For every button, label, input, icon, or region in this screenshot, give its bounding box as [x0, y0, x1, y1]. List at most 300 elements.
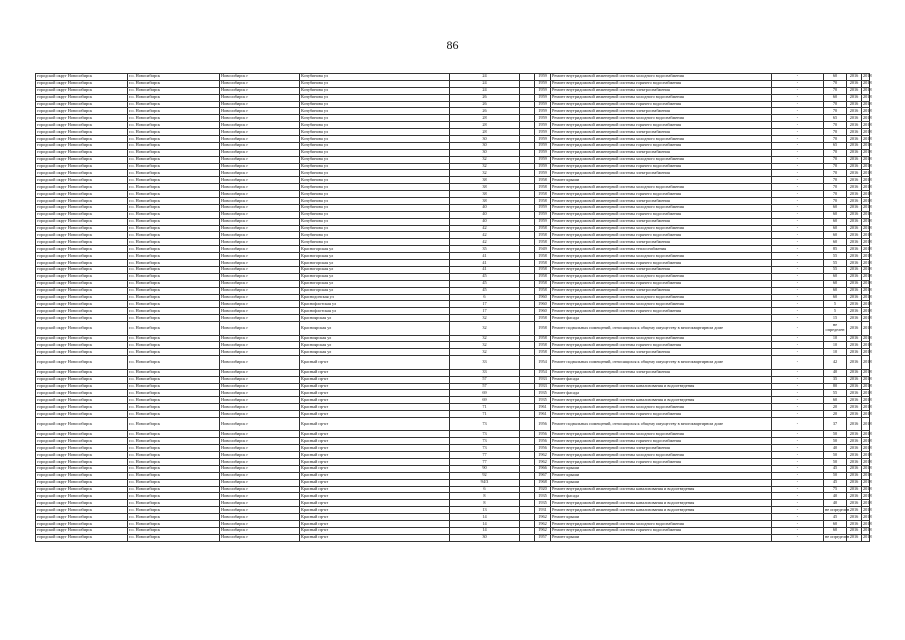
- district-cell: городской округ Новосибирск: [36, 411, 128, 418]
- house-cell: 32: [450, 315, 520, 322]
- street-cell: Кочубинова ул: [300, 225, 450, 232]
- extra-cell: -: [772, 260, 824, 267]
- municipality-cell: г.о. Новосибирск: [128, 438, 220, 445]
- table-row: [36, 507, 870, 514]
- extra-cell: -: [772, 315, 824, 322]
- street-cell: Красный пр-кт: [300, 383, 450, 390]
- street-cell: Красногорская ул: [300, 266, 450, 273]
- municipality-cell: г.о. Новосибирск: [128, 534, 220, 541]
- amount-cell: 50: [824, 438, 847, 445]
- amount-cell: 60: [824, 280, 847, 287]
- building-cell: [520, 356, 535, 370]
- start-year-cell: 2016: [847, 493, 862, 500]
- house-cell: 69: [450, 397, 520, 404]
- street-cell: Красный пр-кт: [300, 438, 450, 445]
- building-cell: [520, 411, 535, 418]
- year-cell: 1959: [535, 142, 551, 149]
- city-cell: Новосибирск г: [220, 129, 300, 136]
- extra-cell: -: [772, 404, 824, 411]
- city-cell: Новосибирск г: [220, 411, 300, 418]
- city-cell: Новосибирск г: [220, 198, 300, 205]
- start-year-cell: 2016: [847, 479, 862, 486]
- municipality-cell: г.о. Новосибирск: [128, 404, 220, 411]
- table-row: [36, 356, 870, 370]
- municipality-cell: г.о. Новосибирск: [128, 315, 220, 322]
- municipality-cell: г.о. Новосибирск: [128, 136, 220, 143]
- work-type-cell: Ремонт внутридомовой инженерной системы холодного водоснабжения: [551, 225, 772, 232]
- year-cell: 1962: [535, 521, 551, 528]
- extra-cell: -: [772, 163, 824, 170]
- table-row: [36, 472, 870, 479]
- start-year-cell: 2016: [847, 246, 862, 253]
- start-year-cell: 2016: [847, 211, 862, 218]
- district-cell: городской округ Новосибирск: [36, 101, 128, 108]
- district-cell: городской округ Новосибирск: [36, 404, 128, 411]
- house-cell: 8: [450, 493, 520, 500]
- start-year-cell: 2016: [847, 411, 862, 418]
- end-year-cell: 2018: [863, 287, 872, 293]
- house-cell: 32: [450, 342, 520, 349]
- amount-cell: не определен: [825, 506, 850, 512]
- city-cell: Новосибирск г: [220, 273, 300, 280]
- amount-cell: 55: [824, 390, 847, 397]
- work-type-cell: Ремонт крыши: [551, 177, 772, 184]
- year-cell: 1956: [535, 431, 551, 438]
- building-cell: [520, 239, 535, 246]
- start-year-cell: 2016: [847, 431, 862, 438]
- extra-cell: -: [772, 376, 824, 383]
- district-cell: городской округ Новосибирск: [36, 459, 128, 466]
- district-cell: городской округ Новосибирск: [36, 163, 128, 170]
- start-year-cell: 2016: [847, 80, 862, 87]
- street-cell: Кочубинова ул: [300, 191, 450, 198]
- house-cell: 40: [450, 204, 520, 211]
- city-cell: Новосибирск г: [220, 521, 300, 528]
- end-year-cell: 2018: [863, 266, 872, 272]
- house-cell: 92: [450, 472, 520, 479]
- table-row: [36, 80, 870, 87]
- amount-cell: 60: [824, 527, 847, 534]
- work-type-cell: Ремонт внутридомовой инженерной системы горячего водоснабжения: [551, 232, 772, 239]
- extra-cell: -: [772, 322, 824, 336]
- start-year-cell: 2016: [847, 253, 862, 260]
- house-cell: 30: [450, 142, 520, 149]
- year-cell: 1935: [535, 493, 551, 500]
- work-type-cell: Ремонт подвальных помещений, относящихся к общему имуществу в многоквартирном доме: [551, 356, 772, 370]
- extra-cell: -: [772, 431, 824, 438]
- table-row: [36, 417, 870, 431]
- extra-cell: -: [772, 521, 824, 528]
- work-type-cell: Ремонт внутридомовой инженерной системы канализования и водоотведения: [551, 507, 772, 514]
- year-cell: 1962: [535, 514, 551, 521]
- municipality-cell: г.о. Новосибирск: [128, 246, 220, 253]
- building-cell: [520, 514, 535, 521]
- amount-cell: 70: [824, 184, 847, 191]
- end-year-cell: 2018: [862, 322, 870, 336]
- municipality-cell: г.о. Новосибирск: [128, 383, 220, 390]
- building-cell: [520, 122, 535, 129]
- building-cell: [520, 94, 535, 101]
- municipality-cell: г.о. Новосибирск: [128, 459, 220, 466]
- end-year-cell: 2018: [863, 190, 872, 196]
- amount-cell: 70: [824, 87, 847, 94]
- table-row: [36, 115, 870, 122]
- city-cell: Новосибирск г: [220, 204, 300, 211]
- amount-cell: 40: [824, 493, 847, 500]
- year-cell: 1958: [535, 280, 551, 287]
- district-cell: городской округ Новосибирск: [36, 273, 128, 280]
- municipality-cell: г.о. Новосибирск: [128, 445, 220, 452]
- amount-cell: 20: [824, 404, 847, 411]
- house-cell: 26: [450, 94, 520, 101]
- table-row: [36, 170, 870, 177]
- year-cell: 1958: [535, 349, 551, 356]
- year-cell: 1933: [535, 383, 551, 390]
- table-row: [36, 322, 870, 336]
- house-cell: 41: [450, 253, 520, 260]
- amount-cell: 40: [824, 369, 847, 376]
- building-cell: [520, 101, 535, 108]
- district-cell: городской округ Новосибирск: [36, 397, 128, 404]
- start-year-cell: 2016: [847, 472, 862, 479]
- year-cell: 1954: [535, 356, 551, 370]
- house-cell: 32: [450, 349, 520, 356]
- building-cell: [520, 177, 535, 184]
- district-cell: городской округ Новосибирск: [36, 486, 128, 493]
- start-year-cell: 2016: [847, 129, 862, 136]
- start-year-cell: 2016: [847, 335, 862, 342]
- city-cell: Новосибирск г: [220, 239, 300, 246]
- municipality-cell: г.о. Новосибирск: [128, 108, 220, 115]
- year-cell: 1960: [535, 294, 551, 301]
- amount-cell: 60: [824, 211, 847, 218]
- start-year-cell: 2016: [847, 94, 862, 101]
- amount-cell: 70: [824, 170, 847, 177]
- start-year-cell: 2016: [847, 417, 862, 431]
- house-cell: 45: [450, 287, 520, 294]
- year-cell: 1935: [535, 390, 551, 397]
- city-cell: Новосибирск г: [220, 342, 300, 349]
- start-year-cell: 2016: [847, 390, 862, 397]
- building-cell: [520, 273, 535, 280]
- city-cell: Новосибирск г: [220, 294, 300, 301]
- street-cell: Красный пр-кт: [300, 521, 450, 528]
- year-cell: 1961: [535, 411, 551, 418]
- municipality-cell: г.о. Новосибирск: [128, 486, 220, 493]
- end-year-cell: 2018: [863, 231, 872, 237]
- street-cell: Кочубинова ул: [300, 163, 450, 170]
- city-cell: Новосибирск г: [220, 397, 300, 404]
- building-cell: [520, 315, 535, 322]
- house-cell: 71: [450, 404, 520, 411]
- extra-cell: -: [772, 101, 824, 108]
- amount-cell: 50: [824, 452, 847, 459]
- building-cell: [520, 191, 535, 198]
- municipality-cell: г.о. Новосибирск: [128, 115, 220, 122]
- municipality-cell: г.о. Новосибирск: [128, 204, 220, 211]
- house-cell: 13: [450, 507, 520, 514]
- amount-cell: 70: [824, 108, 847, 115]
- work-type-cell: Ремонт внутридомовой инженерной системы холодного водоснабжения: [551, 521, 772, 528]
- street-cell: Кочубинова ул: [300, 142, 450, 149]
- street-cell: Кочубинова ул: [300, 108, 450, 115]
- start-year-cell: 2016: [847, 191, 862, 198]
- street-cell: Красноярская ул: [300, 349, 450, 356]
- extra-cell: -: [772, 156, 824, 163]
- house-cell: 30: [450, 534, 520, 541]
- work-type-cell: Ремонт крыши: [551, 479, 772, 486]
- start-year-cell: 2016: [847, 356, 862, 370]
- amount-cell: 60: [824, 294, 847, 301]
- street-cell: Красный пр-кт: [300, 356, 450, 370]
- house-cell: 32: [450, 322, 520, 336]
- work-type-cell: Ремонт внутридомовой инженерной системы горячего водоснабжения: [551, 260, 772, 267]
- street-cell: Красный пр-кт: [300, 472, 450, 479]
- municipality-cell: г.о. Новосибирск: [128, 184, 220, 191]
- house-cell: 42: [450, 232, 520, 239]
- start-year-cell: 2016: [847, 465, 862, 472]
- table-row: [36, 534, 870, 541]
- building-cell: [520, 136, 535, 143]
- municipality-cell: г.о. Новосибирск: [128, 417, 220, 431]
- end-year-cell: 2018: [863, 465, 872, 471]
- city-cell: Новосибирск г: [220, 369, 300, 376]
- building-cell: [520, 198, 535, 205]
- municipality-cell: г.о. Новосибирск: [128, 349, 220, 356]
- table-row: [36, 376, 870, 383]
- work-type-cell: Ремонт внутридомовой инженерной системы горячего водоснабжения: [551, 342, 772, 349]
- start-year-cell: 2016: [847, 294, 862, 301]
- district-cell: городской округ Новосибирск: [36, 287, 128, 294]
- extra-cell: -: [772, 369, 824, 376]
- year-cell: 1959: [535, 94, 551, 101]
- table-row: [36, 232, 870, 239]
- extra-cell: -: [772, 445, 824, 452]
- house-cell: 8: [450, 500, 520, 507]
- street-cell: Красный пр-кт: [300, 465, 450, 472]
- building-cell: [520, 438, 535, 445]
- table-row: [36, 465, 870, 472]
- amount-cell: 5: [824, 308, 847, 315]
- district-cell: городской округ Новосибирск: [36, 445, 128, 452]
- table-row: [36, 342, 870, 349]
- end-year-cell: 2018: [863, 430, 872, 436]
- building-cell: [520, 349, 535, 356]
- end-year-cell: 2018: [863, 273, 872, 279]
- building-cell: [520, 507, 535, 514]
- end-year-cell: 2018: [863, 513, 872, 519]
- municipality-cell: г.о. Новосибирск: [128, 287, 220, 294]
- municipality-cell: г.о. Новосибирск: [128, 198, 220, 205]
- start-year-cell: 2016: [847, 514, 862, 521]
- street-cell: Кочубинова ул: [300, 177, 450, 184]
- extra-cell: -: [772, 493, 824, 500]
- street-cell: Красный пр-кт: [300, 445, 450, 452]
- amount-cell: 70: [824, 136, 847, 143]
- work-type-cell: Ремонт фасада: [551, 376, 772, 383]
- house-cell: 42: [450, 239, 520, 246]
- end-year-cell: 2018: [863, 335, 872, 341]
- year-cell: 1958: [535, 260, 551, 267]
- extra-cell: -: [772, 465, 824, 472]
- start-year-cell: 2016: [847, 115, 862, 122]
- city-cell: Новосибирск г: [220, 507, 300, 514]
- work-type-cell: Ремонт внутридомовой инженерной системы горячего водоснабжения: [551, 163, 772, 170]
- work-type-cell: Ремонт внутридомовой инженерной системы холодного водоснабжения: [551, 204, 772, 211]
- work-type-cell: Ремонт внутридомовой инженерной системы теплоснабжения: [551, 246, 772, 253]
- extra-cell: -: [772, 136, 824, 143]
- house-cell: 73: [450, 438, 520, 445]
- city-cell: Новосибирск г: [220, 163, 300, 170]
- building-cell: [520, 266, 535, 273]
- year-cell: 1959: [535, 101, 551, 108]
- street-cell: Кочубинова ул: [300, 122, 450, 129]
- table-row: [36, 87, 870, 94]
- amount-cell: 70: [824, 101, 847, 108]
- amount-cell: 70: [824, 80, 847, 87]
- table-row: [36, 94, 870, 101]
- city-cell: Новосибирск г: [220, 438, 300, 445]
- year-cell: 1958: [535, 322, 551, 336]
- house-cell: 28: [450, 122, 520, 129]
- house-cell: 30: [450, 149, 520, 156]
- work-type-cell: Ремонт внутридомовой инженерной системы канализования и водоотведения: [551, 397, 772, 404]
- end-year-cell: 2018: [863, 121, 872, 127]
- city-cell: Новосибирск г: [220, 246, 300, 253]
- table-row: [36, 308, 870, 315]
- work-type-cell: Ремонт внутридомовой инженерной системы горячего водоснабжения: [551, 122, 772, 129]
- extra-cell: -: [772, 246, 824, 253]
- table-row: [36, 301, 870, 308]
- street-cell: Кочубинова ул: [300, 204, 450, 211]
- start-year-cell: 2016: [847, 404, 862, 411]
- amount-cell: 42: [824, 356, 847, 370]
- house-cell: 45: [450, 273, 520, 280]
- extra-cell: -: [772, 266, 824, 273]
- end-year-cell: 2018: [863, 479, 872, 485]
- building-cell: [520, 397, 535, 404]
- municipality-cell: г.о. Новосибирск: [128, 80, 220, 87]
- capital-repair-table: [35, 73, 870, 542]
- city-cell: Новосибирск г: [220, 266, 300, 273]
- work-type-cell: Ремонт внутридомовой инженерной системы холодного водоснабжения: [551, 335, 772, 342]
- building-cell: [520, 163, 535, 170]
- house-cell: 71: [450, 411, 520, 418]
- district-cell: городской округ Новосибирск: [36, 438, 128, 445]
- table-row: [36, 191, 870, 198]
- amount-cell: 55: [824, 260, 847, 267]
- municipality-cell: г.о. Новосибирск: [128, 527, 220, 534]
- amount-cell: 60: [824, 225, 847, 232]
- end-year-cell: 2018: [863, 527, 872, 533]
- municipality-cell: г.о. Новосибирск: [128, 452, 220, 459]
- building-cell: [520, 211, 535, 218]
- table-row: [36, 74, 870, 81]
- table-row: [36, 383, 870, 390]
- extra-cell: -: [772, 514, 824, 521]
- start-year-cell: 2016: [847, 239, 862, 246]
- table-row: [36, 404, 870, 411]
- year-cell: 1958: [535, 266, 551, 273]
- extra-cell: -: [772, 417, 824, 431]
- amount-cell: 40: [824, 500, 847, 507]
- district-cell: городской округ Новосибирск: [36, 218, 128, 225]
- table-row: [36, 411, 870, 418]
- municipality-cell: г.о. Новосибирск: [128, 397, 220, 404]
- work-type-cell: Ремонт внутридомовой инженерной системы горячего водоснабжения: [551, 438, 772, 445]
- work-type-cell: Ремонт внутридомовой инженерной системы электроснабжения: [551, 149, 772, 156]
- district-cell: городской округ Новосибирск: [36, 507, 128, 514]
- year-cell: 1958: [535, 191, 551, 198]
- end-year-cell: 2018: [863, 451, 872, 457]
- work-type-cell: Ремонт внутридомовой инженерной системы электроснабжения: [551, 239, 772, 246]
- municipality-cell: г.о. Новосибирск: [128, 369, 220, 376]
- house-cell: 41: [450, 266, 520, 273]
- work-type-cell: Ремонт внутридомовой инженерной системы горячего водоснабжения: [551, 80, 772, 87]
- end-year-cell: 2018: [863, 80, 872, 86]
- year-cell: 1959: [535, 115, 551, 122]
- street-cell: Красногорская ул: [300, 260, 450, 267]
- street-cell: Кочубинова ул: [300, 156, 450, 163]
- house-cell: 45: [450, 280, 520, 287]
- year-cell: 1933: [535, 376, 551, 383]
- year-cell: 1959: [535, 218, 551, 225]
- district-cell: городской округ Новосибирск: [36, 253, 128, 260]
- extra-cell: -: [772, 239, 824, 246]
- municipality-cell: г.о. Новосибирск: [128, 149, 220, 156]
- city-cell: Новосибирск г: [220, 280, 300, 287]
- work-type-cell: Ремонт фасада: [551, 315, 772, 322]
- district-cell: городской округ Новосибирск: [36, 390, 128, 397]
- year-cell: 1958: [535, 177, 551, 184]
- municipality-cell: г.о. Новосибирск: [128, 101, 220, 108]
- work-type-cell: Ремонт внутридомовой инженерной системы электроснабжения: [551, 170, 772, 177]
- house-cell: 28: [450, 129, 520, 136]
- year-cell: 1959: [535, 74, 551, 81]
- city-cell: Новосибирск г: [220, 80, 300, 87]
- city-cell: Новосибирск г: [220, 322, 300, 336]
- amount-cell: 70: [824, 177, 847, 184]
- end-year-cell: 2018: [863, 376, 872, 382]
- start-year-cell: 2016: [847, 369, 862, 376]
- district-cell: городской округ Новосибирск: [36, 246, 128, 253]
- work-type-cell: Ремонт внутридомовой инженерной системы холодного водоснабжения: [551, 156, 772, 163]
- start-year-cell: 2016: [847, 273, 862, 280]
- end-year-cell: 2018: [863, 238, 872, 244]
- district-cell: городской округ Новосибирск: [36, 527, 128, 534]
- house-cell: 24: [450, 74, 520, 81]
- building-cell: [520, 287, 535, 294]
- amount-cell: 35: [824, 376, 847, 383]
- street-cell: Красный пр-кт: [300, 534, 450, 541]
- street-cell: Кочубинова ул: [300, 218, 450, 225]
- start-year-cell: 2016: [847, 280, 862, 287]
- house-cell: 32: [450, 335, 520, 342]
- extra-cell: -: [772, 149, 824, 156]
- building-cell: [520, 342, 535, 349]
- amount-cell: 60: [824, 232, 847, 239]
- start-year-cell: 2016: [847, 527, 862, 534]
- extra-cell: -: [772, 383, 824, 390]
- work-type-cell: Ремонт внутридомовой инженерной системы электроснабжения: [551, 218, 772, 225]
- year-cell: 1957: [535, 534, 551, 541]
- district-cell: городской округ Новосибирск: [36, 301, 128, 308]
- street-cell: Красноярская ул: [300, 315, 450, 322]
- end-year-cell: 2018: [863, 225, 872, 231]
- extra-cell: -: [772, 74, 824, 81]
- year-cell: 1960: [535, 301, 551, 308]
- district-cell: городской округ Новосибирск: [36, 500, 128, 507]
